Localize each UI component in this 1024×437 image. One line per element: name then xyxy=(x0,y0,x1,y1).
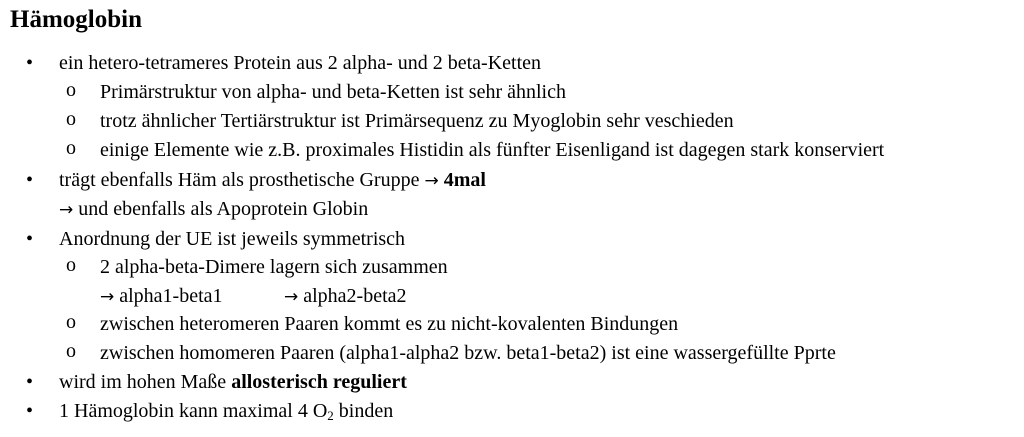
sub-list-item-text: zwischen heteromeren Paaren kommt es zu nicht-kovalenten Bindungen xyxy=(100,313,679,335)
list-item-text: binden xyxy=(333,400,394,422)
sub-list-item-text: Primärstruktur von alpha- und beta-Ketten ist sehr ähnlich xyxy=(100,81,566,103)
bullet-icon: • xyxy=(26,371,34,393)
circle-bullet-icon: o xyxy=(66,254,76,276)
sub-list-item-text: 2 alpha-beta-Dimere lagern sich zusammen xyxy=(100,256,448,278)
circle-bullet-icon: o xyxy=(66,79,76,101)
list-item-text: trägt ebenfalls Häm als prosthetische Gruppe xyxy=(59,169,420,191)
emphasis-text: 4mal xyxy=(443,169,486,191)
list-item-text: 1 Hämoglobin kann maximal 4 O xyxy=(59,400,328,422)
circle-bullet-icon: o xyxy=(66,340,76,362)
pair-content-1 xyxy=(100,282,223,312)
list-item-text: wird im hohen Maße xyxy=(59,371,227,393)
page-title: Hämoglobin xyxy=(10,6,142,33)
pair-text: alpha2-beta2 xyxy=(303,285,407,307)
list-item-content xyxy=(59,397,393,426)
arrow-right-icon: → xyxy=(59,200,74,220)
bullet-icon: • xyxy=(26,228,34,250)
circle-bullet-icon: o xyxy=(66,108,76,130)
list-item-content xyxy=(59,368,407,397)
circle-bullet-icon: o xyxy=(66,311,76,333)
sub-list-item-text: einige Elemente wie z.B. proximales Histidin als fünfter Eisenligand ist dagegen stark konserviert xyxy=(100,139,885,161)
bullet-icon: • xyxy=(26,169,34,191)
list-item-content xyxy=(59,166,486,196)
subscript-text: 2 xyxy=(327,408,334,423)
sub-list-item-text: zwischen homomeren Paaren (alpha1-alpha2 bzw. beta1-beta2) ist eine wassergefüllte Pprte xyxy=(100,342,836,364)
pair-text: alpha1-beta1 xyxy=(119,285,223,307)
circle-bullet-icon: o xyxy=(66,137,76,159)
sub-list-item-text: trotz ähnlicher Tertiärstruktur ist Primärsequenz zu Myoglobin sehr veschieden xyxy=(100,110,734,132)
arrow-right-icon: → xyxy=(424,171,439,191)
list-item-text: Anordnung der UE ist jeweils symmetrisch xyxy=(59,228,406,250)
bullet-icon: • xyxy=(26,52,34,74)
emphasis-text: allosterisch reguliert xyxy=(231,371,407,393)
bullet-icon: • xyxy=(26,400,34,422)
pair-content-2 xyxy=(284,282,407,312)
continuation-text: und ebenfalls als Apoprotein Globin xyxy=(78,198,369,220)
continuation-content xyxy=(59,195,368,225)
arrow-right-icon: → xyxy=(284,287,299,307)
list-item-text: ein hetero-tetrameres Protein aus 2 alpha- und 2 beta-Ketten xyxy=(59,52,542,74)
arrow-right-icon: → xyxy=(100,287,115,307)
